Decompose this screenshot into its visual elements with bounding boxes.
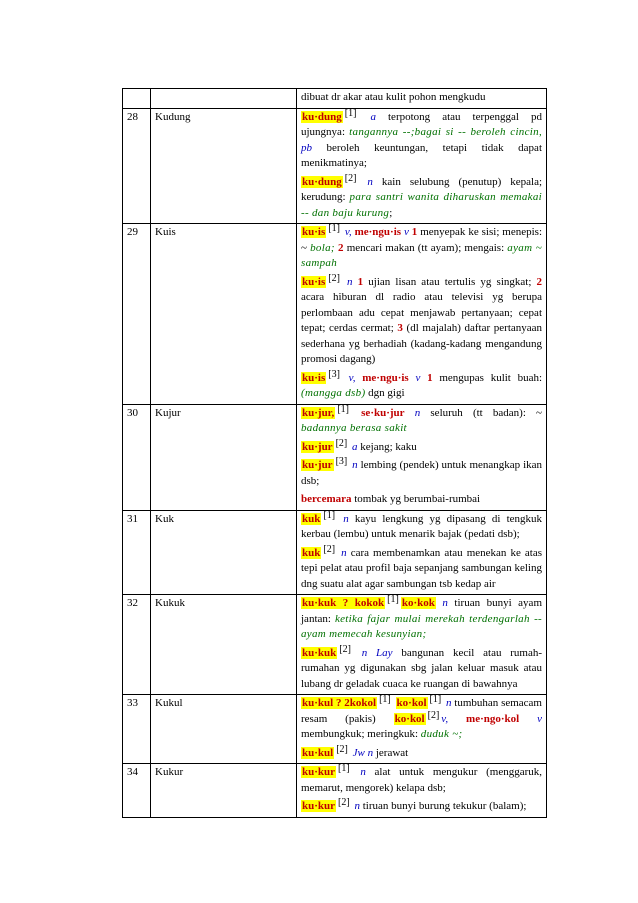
row-number-cell: 30 [123,404,151,510]
example-text: para santri wanita diharuskan memakai -- dan baju kurung [301,191,542,219]
part-of-speech: v, [348,371,356,384]
example-text: ketika fajar mulai merekah terdengarlah -- ayam memecah kesunyian; [301,612,543,640]
part-of-speech: Jw n [352,746,374,759]
definition-text: ujian lisan atau tertulis yg singkat; [368,275,532,288]
headword: ku·kul ? 2kokol [302,697,377,709]
definition-text: beroleh keuntungan, tetapi tidak dapat menikmatinya; [301,141,543,169]
definition-text: kayu lengkung yg dipasang di tengkuk kerbau (lembu) untuk menarik bajak (pedati dsb); [301,512,543,540]
homonym-number: [1] [429,694,442,705]
row-number-cell: 29 [123,224,151,405]
dictionary-entry [301,368,543,402]
definition-text: terpotong atau terpenggal pd ujungnya: [301,110,542,138]
dictionary-entry [301,225,542,272]
definition-text: (dl majalah) daftar pertanyaan sederhana yg berhadiah (kadang-kadang mengandung promosi dagang) [301,322,543,365]
sense-number: 2 [338,241,344,254]
example-text: (mangga dsb) [301,387,366,399]
part-of-speech: a [352,440,358,453]
definition-text: membungkuk; meringkuk: [301,728,419,740]
sense-number: 2 [536,275,543,288]
definition-cell [297,224,547,405]
definition-text: tombak yg berumbai-rumbai [354,493,481,505]
sense-number: 1 [357,275,364,288]
dictionary-entry [301,403,543,437]
definition-text: dgn gigi [368,387,405,399]
definition-cell [297,89,547,109]
row-number-cell: 34 [123,764,151,818]
sense-number: 1 [427,371,433,384]
sense-number: 3 [397,322,403,334]
homonym-number: [3] [328,368,340,380]
part-of-speech: n [445,697,452,709]
headword: ku·jur [302,459,333,471]
row-number-cell: 32 [123,595,151,695]
derived-word: me·ngu·is [362,371,409,384]
derived-word: bercemara [301,493,352,505]
dictionary-entry [301,492,542,508]
homonym-number: [1] [379,694,391,705]
part-of-speech: a [370,110,376,123]
definition-cell [297,108,547,224]
part-of-speech: v, [441,712,449,725]
homonym-number: [2] [344,172,357,184]
homonym-number: [1] [323,509,336,521]
headword: ku·dung [302,175,342,188]
headword: ko·kol [394,712,425,725]
definition-text: tumbuhan semacam resam (pakis) [301,697,542,725]
row-number-cell: 31 [123,510,151,595]
headword: kuk [302,546,321,559]
definition-text: cara membenamkan atau menekan ke atas tepi pelat atau profil baja sepanjang sambungan keling dng suatu alat agar sambungan tsb kedap air [301,546,543,590]
derived-word: se·ku·jur [361,406,405,419]
headword: ku·kuk ? kokok [302,597,385,609]
dictionary-entry [301,543,543,593]
headword: ku·is [302,275,326,288]
headword: kuk [302,512,321,525]
definition-text: menyepak ke sisi; menepis: ~ [301,226,543,254]
part-of-speech: n Lay [361,646,393,659]
headword: ku·is [302,371,326,384]
definition-cell [297,764,547,818]
dictionary-entry [301,799,542,815]
definition-text: tiruan bunyi ayam jantan: [301,597,542,625]
definition-text: lembing (pendek) untuk menangkap ikan dsb; [301,459,543,487]
dictionary-entry [301,643,543,693]
homonym-number: [2] [339,643,351,655]
derived-word: me·ngo·kol [466,712,520,725]
word-cell: Kukuk [151,595,297,695]
word-cell: Kudung [151,108,297,224]
part-of-speech: v, [344,226,352,238]
dictionary-entry [301,509,543,543]
definition-text: dibuat dr akar atau kulit pohon mengkudu [301,91,486,103]
dictionary-entry [301,596,542,643]
part-of-speech: n [442,597,448,609]
homonym-number: [1] [337,403,349,415]
headword: ku·kur [302,800,336,812]
homonym-number: [2] [338,797,350,808]
dictionary-entry [301,172,543,222]
homonym-number: [2] [336,743,348,755]
definition-text: bangunan kecil atau rumah-rumahan yg digunakan sbg jalan keluar masuk atau lubang dr geladak cuaca ke ruangan di bawahnya [301,646,543,690]
definition-text: alat untuk mengukur (menggaruk, memarut, mengorek) kelapa dsb; [301,766,542,794]
example-text: bola; [310,241,335,254]
dictionary-entry [301,437,542,456]
definition-text: tiruan bunyi burung tekukur (balam); [362,800,527,812]
table-row [123,695,547,764]
definition-text: jerawat [375,746,409,759]
row-number-cell [123,89,151,109]
word-cell: Kuk [151,510,297,595]
definition-cell [297,510,547,595]
definition-text: kejang; kaku [360,440,417,453]
sense-number: 1 [411,226,418,238]
word-cell: Kukul [151,695,297,764]
part-of-speech: n [347,275,353,288]
homonym-number: [1] [338,763,350,774]
row-number-cell: 33 [123,695,151,764]
definition-cell [297,404,547,510]
headword: ku·is [302,226,326,238]
headword: ku·dung [302,110,342,123]
part-of-speech: n [352,459,358,471]
part-of-speech: pb [301,141,312,154]
definition-text: ; [389,206,393,219]
headword: ko·kol [396,697,427,709]
definition-text: mencari makan (tt ayam); mengais: [346,241,505,254]
dictionary-entry [301,272,543,368]
definition-text: seluruh (tt badan): ~ [430,406,543,419]
row-number-cell: 28 [123,108,151,224]
word-cell [151,89,297,109]
definition-cell [297,695,547,764]
table-row [123,595,547,695]
headword: ku·kul [302,746,334,759]
derived-word: ko·kok [401,597,435,609]
dictionary-table [122,88,547,818]
part-of-speech: n [360,766,366,778]
part-of-speech: n [367,175,373,188]
table-row [123,89,547,109]
word-cell: Kuis [151,224,297,405]
example-text: tangannya --;bagai si -- beroleh cincin, [349,126,542,138]
headword: ku·jur [302,440,333,453]
part-of-speech: n [414,406,421,419]
homonym-number: [1] [328,223,340,234]
headword: ku·kuk [302,646,337,659]
table-row [123,404,547,510]
dictionary-entry [301,743,542,762]
homonym-number: [2] [335,437,348,449]
definition-text: kain selubung (penutup) kepala; kerudung: [301,175,543,203]
part-of-speech: v [537,712,543,725]
definition-text: mengupas kulit buah: [439,371,543,384]
derived-word: me·ngu·is [354,226,402,238]
dictionary-entry [301,458,542,489]
headword: ku·kur [302,766,336,778]
table-row [123,108,547,224]
homonym-number: [2] [427,709,440,721]
homonym-number: [2] [328,272,340,284]
table-row [123,764,547,818]
example-text: duduk ~; [420,728,463,740]
example-text: ayam ~ sampah [301,241,543,269]
table-row [123,510,547,595]
homonym-number: [1] [387,594,399,605]
definition-cell [297,595,547,695]
word-cell: Kujur [151,404,297,510]
part-of-speech: n [354,800,360,812]
headword: ku·jur, [302,406,335,419]
part-of-speech: n [343,512,349,525]
homonym-number: [3] [335,456,348,467]
definition-text: acara hiburan dl radio atau televisi yg berupa perlombaan adu cepat menjawab pertanyaan; cepat tepat; cerdas cermat; [301,291,542,334]
table-row [123,224,547,405]
part-of-speech: n [341,546,347,559]
example-text: badannya berasa sakit [301,422,407,434]
part-of-speech: v [415,371,421,384]
word-cell: Kukur [151,764,297,818]
homonym-number: [1] [344,107,357,119]
dictionary-entry [301,107,543,172]
homonym-number: [2] [323,543,336,555]
part-of-speech: v [403,226,409,238]
dictionary-entry [301,765,542,796]
dictionary-entry [301,696,542,743]
